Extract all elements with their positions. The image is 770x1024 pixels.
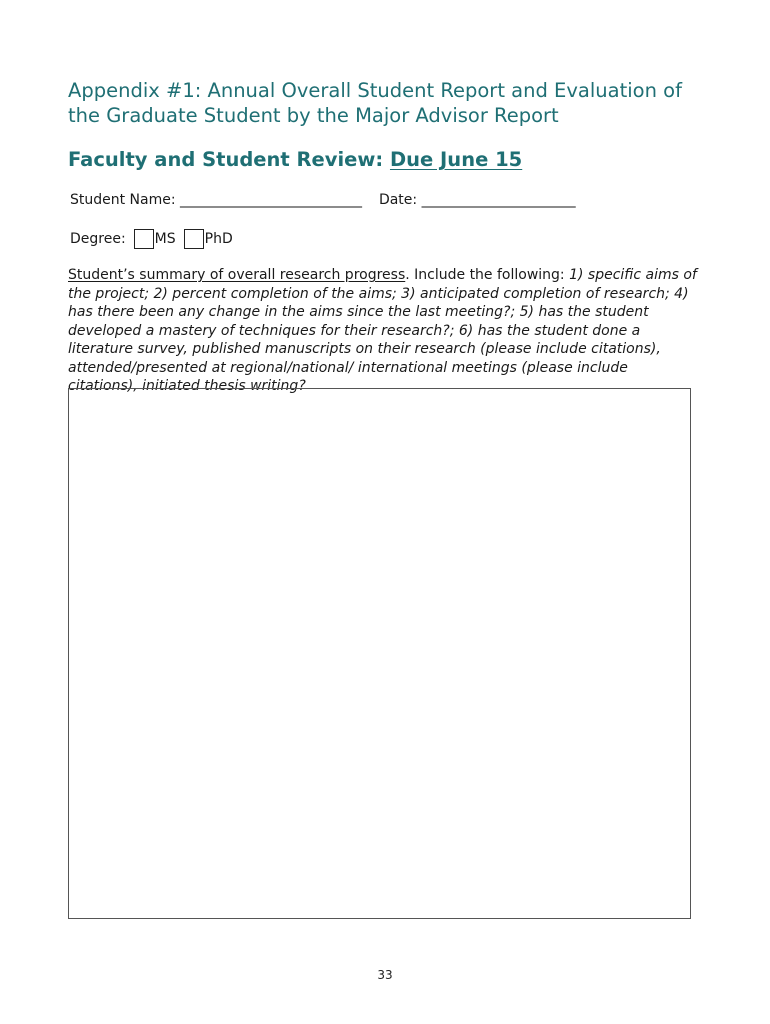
- date-field[interactable]: Date: ______________________: [378, 192, 576, 208]
- due-date: Due June 15: [389, 148, 523, 171]
- student-name-field[interactable]: Student Name: __________________________: [70, 192, 363, 208]
- summary-instructions: [68, 266, 698, 396]
- summary-intro: . Include the following:: [405, 267, 570, 283]
- page-number: 33: [377, 968, 393, 982]
- ms-checkbox[interactable]: [134, 229, 154, 249]
- ms-label: MS: [154, 231, 176, 247]
- phd-label: PhD: [204, 231, 233, 247]
- degree-row: [70, 229, 241, 249]
- review-prefix: Faculty and Student Review:: [68, 148, 390, 171]
- summary-lead: Student’s summary of overall research progress: [68, 267, 406, 283]
- review-heading: [68, 147, 522, 172]
- phd-checkbox[interactable]: [184, 229, 204, 249]
- summary-items: 1) specific aims of the project; 2) percent completion of the aims; 3) anticipated completion of research; 4) has there been any change in the aims since the last meeting?; 5) has the student developed a mastery of techniques for their research?; 6) has the student done a literature survey, published manuscripts on their research (please include citations), attended/presented at regional/national/ international meetings (please include citations), initiated thesis writing?: [68, 267, 697, 394]
- page-title: Appendix #1: Annual Overall Student Report and Evaluation of the Graduate Student by the Major Advisor Report: [68, 79, 682, 127]
- name-date-row: [70, 191, 576, 209]
- degree-label: Degree:: [70, 231, 126, 247]
- summary-answer-box[interactable]: [68, 388, 691, 919]
